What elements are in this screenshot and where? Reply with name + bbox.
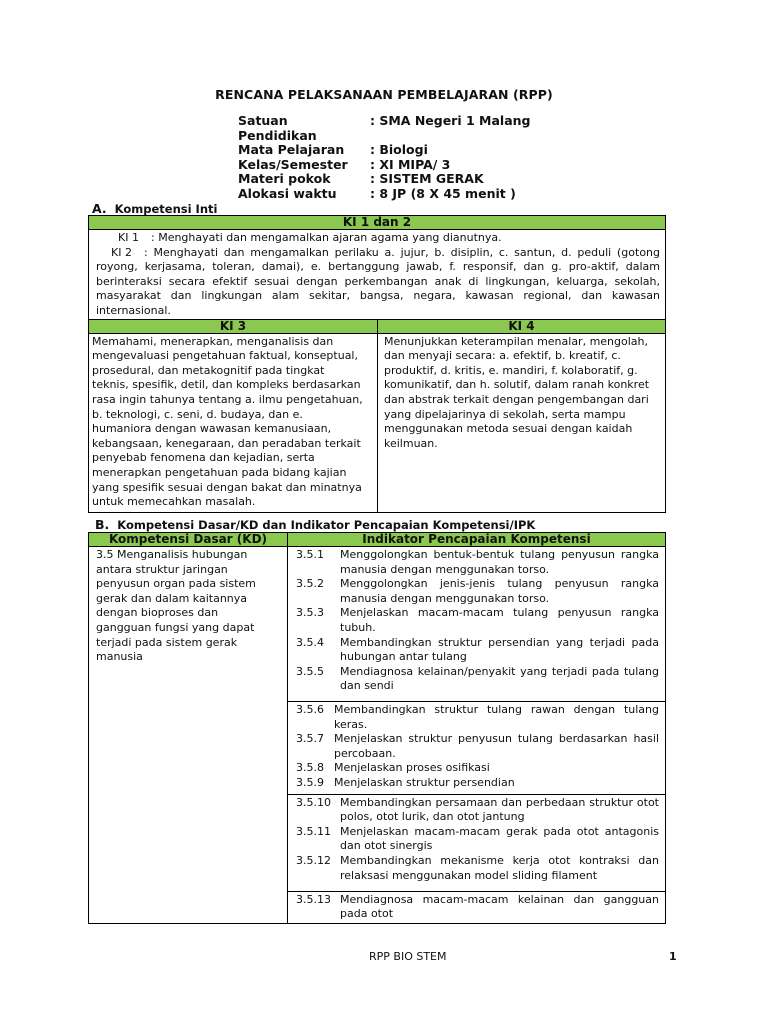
- ipk-number: 3.5.2: [296, 577, 324, 591]
- ipk-number: 3.5.10: [296, 795, 331, 809]
- ipk-text: Menjelaskan macam-macam tulang penyusun rangka tubuh.: [340, 606, 659, 634]
- ipk-text: Membandingkan mekanisme kerja otot kontraksi dan relaksasi menggunakan model sliding filament: [340, 853, 659, 882]
- section-a-heading: [92, 201, 217, 216]
- meta-row: [238, 172, 530, 187]
- ipk-number: 3.5.5: [296, 664, 324, 678]
- ipk-group: [288, 702, 666, 795]
- ki2-block: [96, 246, 660, 319]
- meta-row: [238, 158, 530, 173]
- meta-key: Mata Pelajaran: [238, 142, 345, 157]
- ipk-number: 3.5.1: [296, 548, 324, 561]
- ki4-content: Menunjukkan keterampilan menalar, mengolah, dan menyaji secara: a. efektif, b. kreatif, c. produktif, d. kritis, e. mandiri, f. kolaboratif, g. komunikatif, dan h. solutif, dalam ranah konkret dan abstrak terkait dengan pengembangan dari yang dipelajarinya di sekolah, serta mampu menggunakan metoda sesuai dengan kaidah keilmuan.: [378, 333, 666, 512]
- meta-key: Materi pokok: [238, 171, 331, 186]
- ipk-number: 3.5.4: [296, 635, 324, 649]
- ipk-number: 3.5.6: [296, 703, 324, 716]
- ki12-content: [89, 230, 666, 320]
- ki1-text: : Menghayati dan mengamalkan ajaran agama yang dianutnya.: [151, 231, 502, 244]
- ipk-group: [288, 794, 666, 891]
- meta-row: [238, 187, 530, 202]
- ipk-number: 3.5.12: [296, 853, 331, 867]
- kd-content: 3.5 Menganalisis hubungan antara struktur jaringan penyusun organ pada sistem gerak dan dalam kaitannya dengan bioproses dan gangguan fungsi yang dapat terjadi pada sistem gerak manusia: [89, 547, 288, 924]
- ipk-text: Menjelaskan macam-macam gerak pada otot antagonis dan otot sinergis: [340, 824, 659, 853]
- kd-ipk-table: [88, 532, 666, 924]
- meta-key: Kelas/Semester: [238, 156, 348, 172]
- meta-value: : SISTEM GERAK: [370, 171, 484, 186]
- footer-label: RPP BIO STEM: [369, 950, 447, 963]
- ipk-number: 3.5.3: [296, 606, 324, 620]
- ipk-text: Mendiagnosa macam-macam kelainan dan gangguan pada otot: [340, 892, 659, 921]
- ipk-number: 3.5.13: [296, 892, 331, 906]
- ipk-item: [296, 761, 659, 776]
- meta-row: [238, 143, 530, 158]
- meta-value: : SMA Negeri 1 Malang: [370, 113, 531, 128]
- meta-key: Satuan Pendidikan: [238, 113, 317, 143]
- ipk-text: Menjelaskan struktur penyusun tulang berdasarkan hasil percobaan.: [334, 732, 659, 760]
- ki12-header: KI 1 dan 2: [89, 216, 666, 230]
- ipk-text: Menjelaskan proses osifikasi: [334, 761, 490, 775]
- kd-header: Kompetensi Dasar (KD): [89, 533, 288, 547]
- ipk-item: [296, 606, 659, 635]
- meta-value: : Biologi: [370, 142, 428, 157]
- ipk-text: Menggolongkan bentuk-bentuk tulang penyusun rangka manusia dengan menggunakan torso.: [340, 548, 659, 576]
- meta-value: : XI MIPA/ 3: [370, 156, 451, 172]
- ki1-line: [96, 231, 660, 246]
- ipk-item: [296, 665, 659, 694]
- ipk-item: [296, 577, 659, 606]
- section-b-heading: [95, 517, 535, 532]
- page-number: 1: [669, 950, 677, 963]
- ipk-item: [296, 796, 659, 825]
- ipk-item: [296, 776, 659, 791]
- kompetensi-inti-table: [88, 215, 666, 513]
- ipk-text: Membandingkan persamaan dan perbedaan struktur otot polos, otot lurik, dan otot jantung: [340, 795, 659, 824]
- meta-row: [238, 114, 530, 143]
- ipk-group: [288, 891, 666, 923]
- ipk-item: [296, 636, 659, 665]
- ipk-item: [296, 548, 659, 577]
- ipk-text: Membandingkan struktur persendian yang terjadi pada hubungan antar tulang: [340, 635, 659, 664]
- document-meta: [238, 114, 530, 201]
- ipk-item: [296, 703, 659, 732]
- ki1-label: KI 1: [118, 231, 139, 244]
- ipk-text: Mendiagnosa kelainan/penyakit yang terjadi pada tulang dan sendi: [340, 664, 659, 693]
- ipk-text: Membandingkan struktur tulang rawan dengan tulang keras.: [334, 703, 659, 731]
- ipk-item: [296, 732, 659, 761]
- ipk-text: Menggolongkan jenis-jenis tulang penyusun rangka manusia dengan menggunakan torso.: [340, 577, 659, 605]
- ipk-header: Indikator Pencapaian Kompetensi: [288, 533, 666, 547]
- meta-key: Alokasi waktu: [238, 185, 337, 201]
- ipk-group: [288, 547, 666, 702]
- ipk-number: 3.5.8: [296, 761, 324, 775]
- section-letter: A.: [92, 201, 107, 216]
- ipk-text: Menjelaskan struktur persendian: [334, 775, 515, 789]
- meta-value: : 8 JP (8 X 45 menit ): [370, 185, 516, 201]
- ipk-item: [296, 893, 659, 922]
- ki3-header: KI 3: [89, 319, 378, 333]
- ipk-item: [296, 825, 659, 854]
- section-letter: B.: [95, 517, 110, 532]
- section-title: Kompetensi Inti: [114, 202, 218, 216]
- ipk-number: 3.5.11: [296, 824, 331, 838]
- ki3-content: Memahami, menerapkan, menganalisis dan mengevaluasi pengetahuan faktual, konseptual, prosedural, dan metakognitif pada tingkat teknis, spesifik, detil, dan kompleks berdasarkan rasa ingin tahunya tentang a. ilmu pengetahuan, b. teknologi, c. seni, d. budaya, dan e. humaniora dengan wawasan kemanusiaan, kebangsaan, kenegaraan, dan peradaban terkait penyebab fenomena dan kejadian, serta menerapkan pengetahuan pada bidang kajian yang spesifik sesuai dengan bakat dan minatnya untuk memecahkan masalah.: [89, 333, 378, 512]
- ki2-text: : Menghayati dan mengamalkan perilaku a. jujur, b. disiplin, c. santun, d. peduli (gotong royong, kerjasama, toleran, damai), e. bertanggung jawab, f. responsif, dan g. pro-aktif, dalam berinteraksi secara efektif sesuai dengan perkembangan anak di lingkungan, keluarga, sekolah, masyarakat dan lingkungan alam sekitar, bangsa, negara, kawasan regional, dan kawasan internasional.: [96, 245, 660, 317]
- section-title: Kompetensi Dasar/KD dan Indikator Pencapaian Kompetensi/IPK: [117, 518, 536, 532]
- ipk-number: 3.5.9: [296, 775, 324, 789]
- document-title: RENCANA PELAKSANAAN PEMBELAJARAN (RPP): [215, 87, 553, 102]
- ipk-number: 3.5.7: [296, 732, 324, 746]
- ipk-item: [296, 854, 659, 883]
- ki4-header: KI 4: [378, 319, 666, 333]
- ki2-label: KI 2: [111, 245, 132, 259]
